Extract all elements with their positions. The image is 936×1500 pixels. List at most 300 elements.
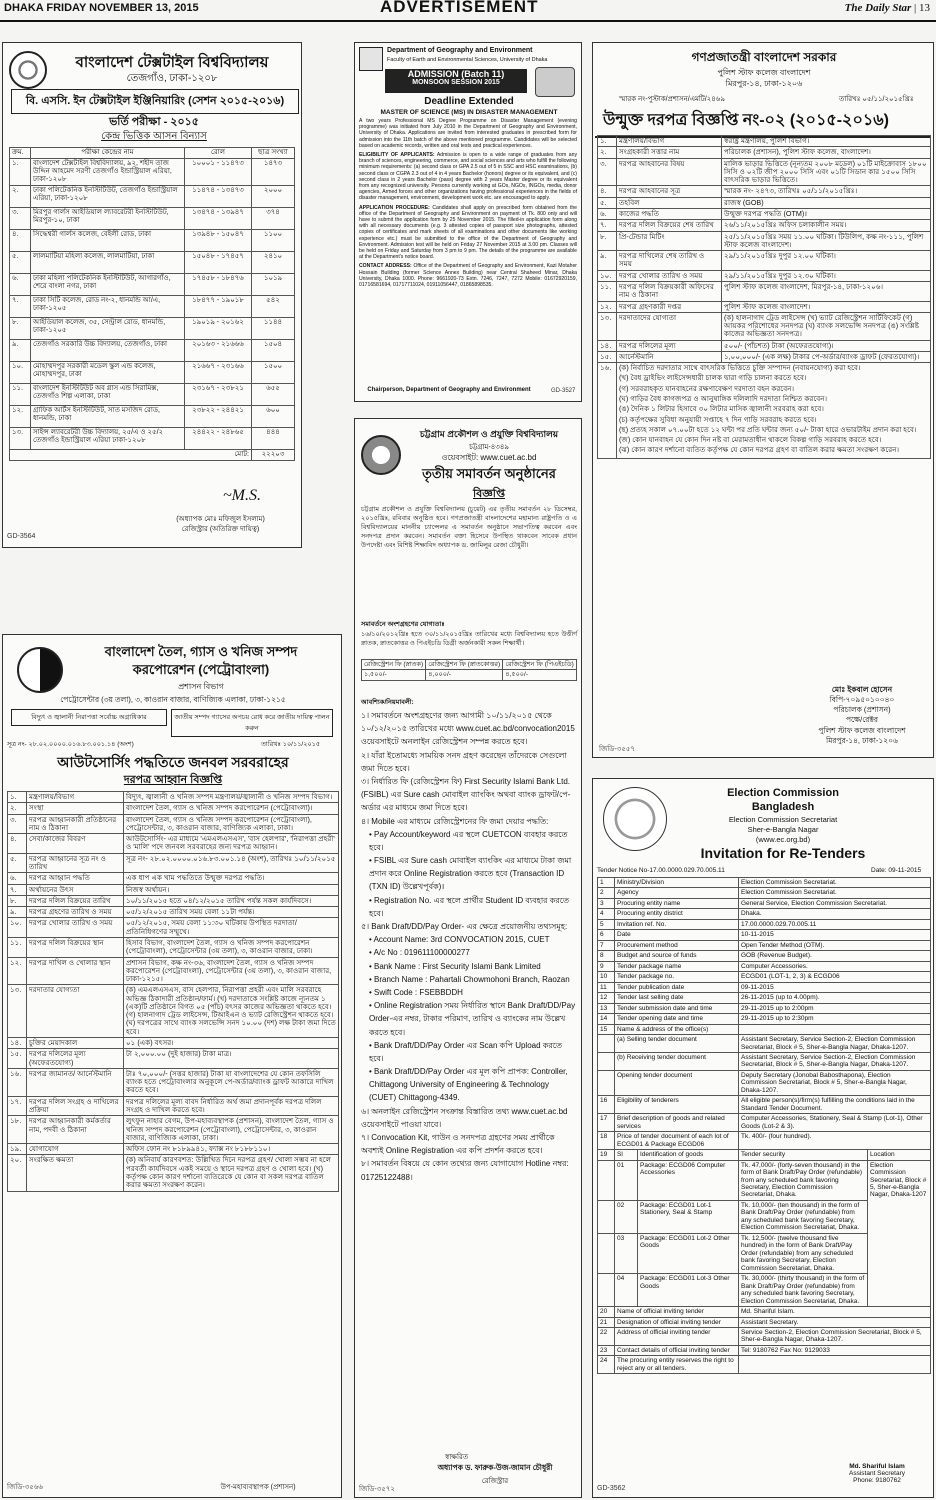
petro-signer: উপ-মহাব্যবস্থাপক (প্রশাসন) (220, 1484, 296, 1491)
table-row (598, 1024, 931, 1034)
petro-division: প্রশাসন বিভাগ (178, 682, 224, 691)
row-value: Election Commission Secretariat. (739, 878, 931, 888)
row-key: The procuring entity reserves the right to reject any or all tenders. (615, 1356, 739, 1374)
police-signer-id: বিপি-৭০৯৫০১০০৪০ (829, 695, 895, 705)
row-number: 20 (598, 1307, 615, 1317)
rule-item: • Bank Draft/DD/Pay Order এর মূল কপি প্রাপক: Controller, Chittagong University of Engineering & Technology (CUET) Chittagong-4349. (369, 1067, 568, 1103)
table-row (598, 898, 931, 908)
condition-item: (খ) বৈধ ড্রাইভিং লাইসেন্সধারী চালক দ্বারা গাড়ি চালনা করতে হবে। (619, 373, 807, 383)
row-key: Agency (615, 888, 739, 898)
row-sl: ১৩. (10, 428, 31, 450)
row-roll: ২৩১৬৭ - ২৩৮২১ (185, 384, 252, 406)
table-row (8, 884, 339, 895)
cuet-eligible-label: সমাবর্তনে অংশগ্রহণের যোগ্যতাঃ (361, 621, 445, 628)
page-number: 13 (919, 2, 930, 14)
row-value: Assistant Secretary, Service Section-2, Election Commission Secretariat, Block # 5, Sher-e-Bangla Nagar, Dhaka-1207. (739, 1052, 931, 1070)
row-value: ১,০০,০০০/- (এক লক্ষ) টাকার পে-অর্ডার/ব্যাংক ড্রাফট (ফেরতযোগ্য)। (722, 351, 931, 362)
row-key: Name of official inviting tender (615, 1307, 739, 1317)
row-key: দরদাতাদের যোগ্যতা (617, 312, 722, 340)
butex-title: বাংলাদেশ টেক্সটাইল বিশ্ববিদ্যালয় (75, 54, 269, 71)
row-number: ১৫. (8, 1049, 27, 1069)
cuet-web: ওয়েবসাইট: www.cuet.ac.bd (441, 453, 537, 462)
du-para-2 (359, 152, 577, 202)
lot-sl: 04 (615, 1274, 638, 1307)
du-eligibility-label: ELIGIBILITY OF APPLICANTS: (359, 152, 435, 159)
petro-addr: পেট্রোসেন্টার (৩য় তলা), ৩, কাওরান বাজার, বাণিজ্যিক এলাকা, ঢাকা-১২১৫ (60, 695, 286, 704)
row-value: অফিস ফোন নং ৮১৮৯৯৪১, ফ্যাক্স নং ৮১৮৮১১০। (124, 1144, 339, 1155)
butex-gd: GD-3564 (7, 533, 36, 540)
row-sl: ৮. (10, 318, 31, 340)
row-sl: ৫. (10, 252, 31, 274)
table-row (10, 406, 295, 428)
rule-item: • Swift Code : FSEBBDDH (369, 987, 463, 997)
row-number: 15 (598, 1024, 615, 1034)
row-roll: ১০০০১ - ১১৪৭৩ (185, 159, 252, 186)
row-number: ৭. (8, 884, 27, 895)
row-value: রাজস্ব (GOB) (722, 197, 931, 208)
table-row (10, 318, 295, 340)
row-number (598, 1070, 615, 1095)
row-key: দরপত্র গ্রহণকারী দপ্তর (617, 301, 722, 312)
row-value: স্মারক নং- ২৪৭৩, তারিখঃ ০৫/১১/২০১৫খ্রিঃ। (722, 186, 931, 197)
fee-head-2: রেজিস্ট্রেশন ফি (স্নাতকোত্তর) (426, 660, 503, 670)
ad-police (592, 42, 934, 758)
row-value: নিজস্ব অর্থায়ন। (124, 884, 339, 895)
table-row (598, 993, 931, 1003)
rule-item: ৩। নির্ধারিত ফি (রেজিস্ট্রেশন ফি) First Security Islami Bank Ltd. (FSIBL) এর Sure cash মোবাইল ব্যাংকিং অথবা ব্যাংক ড্রাফট/পে-অর্ডার এর মাধ্যমে জমা দিতে হবে। (361, 776, 571, 813)
row-value: হিসাব বিভাগ, বাংলাদেশ তৈল, গ্যাস ও খনিজ সম্পদ করপোরেশন (পেট্রোবাংলা), পেট্রোসেন্টার (৩য় তলা), ৩, কাওরান বাজার, ঢাকা। (124, 937, 339, 957)
lot-sl: 01 (615, 1160, 638, 1200)
table-row (598, 1070, 931, 1095)
row-key: দরপত্র দলিলের মূল্য (অফেরতযোগ্য) (27, 1049, 124, 1069)
row-sl: ১১. (10, 384, 31, 406)
ec-lot-head-sl: Sl (615, 1150, 638, 1160)
table-row (598, 930, 931, 940)
row-key: দরপত্র খোলার তারিখ ও সময় (617, 270, 722, 281)
row-key: Contact details of official inviting tender (615, 1345, 739, 1355)
rule-item: • Bank Draft/DD/Pay Order এর Scan কপি Upload করতে হবে। (369, 1040, 562, 1063)
cuet-event: তৃতীয় সমাবর্তন অনুষ্ঠানের (422, 466, 556, 481)
ad-du (354, 42, 582, 402)
table-row (10, 340, 295, 362)
row-number: 8 (598, 951, 615, 961)
page-header (0, 0, 936, 22)
cuet-logo (361, 435, 401, 475)
row-roll: ১৩৯৪৮ - ১৫০৪৭ (185, 230, 252, 252)
table-row (10, 428, 295, 450)
row-key: দরপত্র খোলার তারিখ ও সময় (27, 918, 124, 938)
table-row (8, 853, 339, 873)
row-number: ১৪. (598, 340, 617, 351)
table-row (598, 270, 931, 281)
du-procedure-label: APPLICATION PROCEDURE: (359, 204, 430, 211)
lot-spacer (598, 1160, 615, 1200)
police-signer-addr: মিরপুর-১৪, ঢাকা-১২০৬ (826, 735, 898, 745)
row-value (739, 1356, 931, 1374)
row-key: Tender package no. (615, 972, 739, 982)
row-key: তহবিল (617, 197, 722, 208)
row-center: বাংলাদেশ টেক্সটাইল বিশ্ববিদ্যালয়, ৯২, শহীদ তাজ উদ্দিন আহমেদ সরণী তেজগাঁও ইন্ডাস্ট্রিয়াল এরিয়া, ঢাকা-১২০৮ (31, 159, 185, 186)
row-value: Computer Accessories. (739, 961, 931, 971)
row-key: সংগ্রহকারী সত্তার নাম (617, 147, 722, 158)
row-number: ১. (8, 792, 27, 803)
ec-signer: Md. Shariful Islam (849, 1463, 905, 1470)
row-number: ৯. (8, 907, 27, 918)
row-value (739, 1024, 931, 1034)
row-value: মালিক ভাড়ার ভিত্তিতে (নূন্যতম ২০০৮ মডেল) ০১টি মাইক্রোবাস ১৮০০ সিসি ও ০২টি জীপ ২০০০ সিসি এবং ০১টি সিডান কার ১৫০০ সিসি বাৎসরিক ভাড়ার ভিত্তিতে। (722, 158, 931, 186)
row-key: Eligibility of tenderers (615, 1096, 739, 1114)
ad-petrobangla (2, 634, 342, 1498)
petro-memo: সূত্র নং- ২৮.০২.০০০০.০১৬.৮৩.০০১.১৪ (অংশ) (7, 741, 134, 748)
police-signer: মোঃ ইকবাল হোসেন (831, 685, 893, 694)
row-key: দরপত্র দাখিল ও খোলার স্থান (27, 957, 124, 985)
row-key: চুক্তির মেয়াদকাল (27, 1038, 124, 1049)
cuet-signed: স্বাক্ষরিত (445, 1454, 469, 1461)
row-number: 6 (598, 930, 615, 940)
row-value: 29-11-2015 up to 2:30pm (739, 1014, 931, 1024)
ec-notice: Tender Notice No-17.00.0000.029.70.005.11 (597, 867, 725, 874)
table-row (8, 1096, 339, 1116)
row-value: বাংলাদেশ তৈল, গ্যাস ও খনিজ সম্পদ করপোরেশন (পেট্রোবাংলা), পেট্রোসেন্টার, ৩, কাওরান বাজার, বাণিজ্যিক এলাকা, ঢাকা। (124, 814, 339, 834)
row-number: ২০. (8, 1155, 27, 1191)
ec-title: Invitation for Re-Tenders (700, 845, 866, 861)
table-row (598, 1114, 931, 1132)
row-center: ঢাকা মহিলা পলিটেকনিক ইনস্টিটিউট, আগারগাঁও, শেরে বাংলা নগর, ঢাকা (31, 274, 185, 296)
du-deadline: Deadline Extended (424, 96, 514, 107)
lot-location: Election Commission Secretariat, Block # 5, Sher-e-Bangla Nagar, Dhaka-1207 (868, 1160, 931, 1306)
row-number: 24 (598, 1356, 615, 1374)
row-value: পরিচালক (প্রশাসন), পুলিশ স্টাফ কলেজ, বাংলাদেশ। (722, 147, 931, 158)
row-number: 17 (598, 1114, 615, 1132)
condition-item: (ঘ) গাড়ির বৈধ কাগজপত্র ও আনুষাঙ্গিক দলিলাদি দরদাতা নিশ্চিত করবেন। (619, 394, 828, 404)
ad-election-commission (592, 778, 934, 1498)
police-cond-no: ১৬. (598, 363, 617, 459)
row-value: Computer Accessories, Stationery, Seal & Stamp (Lot-1), Other Goods (Lot-2 & 3). (739, 1114, 931, 1132)
rule-item: ৫। Bank Draft/DD/Pay Order- এর ক্ষেত্রে প্রয়োজনীয় তথ্যসমূহ: (361, 922, 568, 931)
row-value: ২৬/১১/২০১৫খ্রিঃ অফিস চলাকালীন সময়। (722, 220, 931, 231)
row-value: Assistant Secretary, Service Section-2, Election Commission Secretariat, Block # 5, Sher-e-Bangla Nagar, Dhaka-1207. (739, 1035, 931, 1053)
row-number: 18 (598, 1132, 615, 1150)
total-label: মোট: (10, 450, 252, 461)
lot-spacer (598, 1200, 615, 1233)
police-org: পুলিশ স্টাফ কলেজ বাংলাদেশ (717, 68, 811, 77)
row-number: 5 (598, 919, 615, 929)
police-signature (793, 685, 931, 746)
row-number: 21 (598, 1317, 615, 1327)
row-key: দরপত্র আহবানের বিষয় (617, 158, 722, 186)
row-number: ১২. (8, 957, 27, 985)
row-sl: ৭. (10, 296, 31, 318)
table-row (598, 312, 931, 340)
table-row (8, 937, 339, 957)
row-key: (b) Receiving tender document (615, 1052, 739, 1070)
table-row (8, 792, 339, 803)
row-number: ৫. (598, 197, 617, 208)
row-number (598, 1052, 615, 1070)
row-key: দরপত্র দলিল বিক্রয়ের তারিখ (27, 895, 124, 906)
row-sl: ১০. (10, 362, 31, 384)
row-center: ঢাকা সিটি কলেজ, রোড নং-২, ধানমন্ডি আ/এ, ঢাকা-১২০৫ (31, 296, 185, 318)
row-key: দরপত্র আহ্বানের সূত্র নং ও তারিখ (27, 853, 124, 873)
table-row (8, 1049, 339, 1069)
row-center: তেজগাঁও সরকারি উচ্চ বিদ্যালয়, তেজগাঁও, ঢাকা (31, 340, 185, 362)
row-number: 11 (598, 982, 615, 992)
row-number: 13 (598, 1003, 615, 1013)
row-key: দরপত্র গ্রহণের তারিখ ও সময় (27, 907, 124, 918)
row-count: ১০১৯ (252, 274, 295, 296)
table-row (10, 296, 295, 318)
petro-slogan-1: বিদ্যুৎ ও জ্বালানী নিরাপত্তা সর্বোচ্চ অগ্রাধিকার (11, 709, 167, 726)
row-number: 14 (598, 1014, 615, 1024)
row-key: Address of official inviting tender (615, 1327, 739, 1345)
police-signer-for: পক্ষে/রেক্টর (845, 715, 879, 725)
table-row (8, 1144, 339, 1155)
row-key: Date (615, 930, 739, 940)
row-count: ১৫০০ (252, 362, 295, 384)
row-key: Tender last selling date (615, 993, 739, 1003)
row-sl: ২. (10, 186, 31, 208)
col-roll: রোল (185, 148, 252, 159)
condition-item: (গ) সরবরাহকৃত যানবাহনের রক্ষণাবেক্ষণ দরদাতা বহন করবেন। (619, 383, 795, 393)
ec-table (597, 877, 931, 1374)
lot-sl: 02 (615, 1200, 638, 1233)
du-faculty: Faculty of Earth and Environmental Sciences, University of Dhaka (387, 57, 548, 63)
ec-signer-phone: Phone: 9180762 (853, 1477, 901, 1484)
du-para-3 (359, 205, 577, 261)
row-number: 2 (598, 888, 615, 898)
du-banner (385, 69, 527, 93)
row-center: মোহাম্মদপুর সরকারী মডেল স্কুল এন্ড কলেজ, মোহাম্মদপুর, ঢাকা (31, 362, 185, 384)
cuet-rules (361, 709, 577, 1184)
dateline: DHAKA FRIDAY NOVEMBER 13, 2015 (4, 2, 199, 14)
table-row (598, 1096, 931, 1114)
butex-logo (9, 51, 47, 89)
police-signer-org: পুলিশ স্টাফ কলেজ বাংলাদেশ (818, 725, 906, 735)
total-value: ২২২০৩ (252, 450, 295, 461)
ec-sec: Election Commission Secretariat (728, 815, 838, 824)
lot-id: Package: ECGD06 Computer Accessories (638, 1160, 739, 1200)
row-key: Name & address of the office(s) (615, 1024, 739, 1034)
butex-signer: (অধ্যাপক মোঃ মফিজুল ইসলাম) (176, 516, 265, 523)
du-footer: Chairperson, Department of Geography and Environment (367, 387, 531, 393)
row-sl: ১২. (10, 406, 31, 428)
cuet-notice: বিজ্ঞপ্তি (473, 488, 505, 500)
row-number: ১. (598, 136, 617, 147)
table-row (10, 362, 295, 384)
row-key: দরপত্র দলিল বিক্রয়কারী অফিসের নাম ও ঠিকানা (617, 281, 722, 301)
police-gov: গণপ্রজাতন্ত্রী বাংলাদেশ সরকার (691, 50, 837, 64)
row-number: ২. (598, 147, 617, 158)
rule-item: ৭। Convocation Kit, গাউন ও সনদপত্র গ্রহণের সময় প্রার্থীকে অবশ্যই Online Registration এর কপি প্রদর্শন করতে হবে। (361, 1133, 555, 1156)
condition-item: (ক) নির্বাচিত দরদাতার সাথে বাৎসরিক ভিত্তিতে চুক্তি সম্পাদন (নবায়নযোগ্য) করা হবে। (619, 363, 861, 373)
row-key: দরপত্র দাখিলের শেষ তারিখ ও সময় (617, 251, 722, 271)
table-row (10, 384, 295, 406)
table-row (598, 951, 931, 961)
butex-seat-table (9, 147, 295, 461)
row-value: (ক) হালনাগাদ ট্রেড লাইসেন্স (খ) ভ্যাট রেজিস্ট্রেশন সার্টিফিকেট (গ) আয়কর পরিশোধের সনদপত্র (ঘ) ব্যাংক সলভেন্সি সনদপত্র (ঙ) সংশ্লিষ্ট কাজের অভিজ্ঞতা সনদপত্র। (722, 312, 931, 340)
row-value: ০১ (এক) বৎসর। (124, 1038, 339, 1049)
paper-name: The Daily Star (844, 2, 912, 14)
du-body (359, 118, 577, 288)
table-row (8, 1068, 339, 1096)
row-count: ২০০০ (252, 186, 295, 208)
rule-item: ৮। সমাবর্তন বিষয়ে যে কোন তথ্যের জন্য যোগাযোগ Hotline নম্বর: 01725122488। (361, 1159, 569, 1182)
du-program: MASTER OF SCIENCE (MS) IN DISASTER MANAGEMENT (380, 109, 558, 116)
table-row (8, 918, 339, 938)
row-value: Tk. 400/- (four hundred). (739, 1132, 931, 1150)
row-key: Designation of official inviting tender (615, 1317, 739, 1327)
row-key: Procuring entity name (615, 898, 739, 908)
row-number: 12 (598, 993, 615, 1003)
ad-cuet (354, 418, 582, 1498)
table-row (598, 1014, 931, 1024)
row-key: দরপত্র আহ্বানকারী প্রতিষ্ঠানের নাম ও ঠিকানা (27, 814, 124, 834)
row-number: ১৬. (8, 1068, 27, 1096)
table-row (10, 230, 295, 252)
row-value: ২৯/১১/২০১৫খ্রিঃ দুপুর ১২.৩০ ঘটিকা। (722, 270, 931, 281)
rule-item: ৬। অনলাইন রেজিস্ট্রেশন সংক্রান্ত বিস্তারিত তথ্য www.cuet.ac.bd ওয়েবসাইটে পাওয়া যাবে। (361, 1106, 568, 1129)
row-key: মন্ত্রণালয়/বিভাগ (27, 792, 124, 803)
lot-row (598, 1160, 931, 1200)
lot-spacer (598, 1233, 615, 1273)
row-key: সংরক্ষিত ক্ষমতা (27, 1155, 124, 1191)
row-value: Tel: 9180762 Fax No: 9129033 (739, 1345, 931, 1355)
row-center: মিরপুর গার্লস আইডিয়াল ল্যাবরেটরী ইনস্টিটিউট, মিরপুর-১০, ঢাকা (31, 208, 185, 230)
row-center: সিদ্ধেশ্বরী গার্লস কলেজ, বেইলী রোড, ঢাকা (31, 230, 185, 252)
du-para-4 (359, 263, 577, 288)
row-value: Open Tender Method (OTM). (739, 940, 931, 950)
row-number: ৬. (8, 873, 27, 884)
row-roll: ১৯০১৯ - ২০১৬২ (185, 318, 252, 340)
condition-item: (ঝ) কোন কারণ দর্শানো ব্যতিত কর্তৃপক্ষ যে কোন দরপত্র গ্রহণ বা বাতিল করার ক্ষমতা সংরক্ষণ করেন। (619, 445, 900, 455)
petro-logo (17, 647, 63, 693)
row-key: Procurement method (615, 940, 739, 950)
row-roll: ১৭৪৫৮ - ১৮৪৭৬ (185, 274, 252, 296)
row-value: Md. Shariful Islam. (739, 1307, 931, 1317)
row-value: GOB (Revenue Budget). (739, 951, 931, 961)
ec-country: Bangladesh (751, 801, 815, 813)
table-row (598, 909, 931, 919)
rule-item: • Bank Name : First Security Islami Bank Limited (369, 961, 541, 971)
table-row (598, 220, 931, 231)
table-row (10, 159, 295, 186)
row-value: ১০/১১/২০১৫ হতে ০৪/১২/২০১৫ তারিখ পর্যন্ত সকল কার্যদিবসে। (124, 895, 339, 906)
table-row (8, 834, 339, 854)
row-number: 9 (598, 961, 615, 971)
row-key: দরপত্র আহ্বানকারী কর্মকর্তার নাম, পদবী ও ঠিকানা (27, 1116, 124, 1144)
row-value: Deputy Secretary (Jonobal Babosthapona), Election Commission Secretariat, Block # 5, Sher-e-Bangla Nagar, Dhaka-1207. (739, 1070, 931, 1095)
petro-title-1: বাংলাদেশ তৈল, গ্যাস ও খনিজ সম্পদ (104, 644, 298, 659)
table-row (10, 186, 295, 208)
row-value: (ক) অনিবার্য কারণবশত: উল্লিখিত দিনে দরপত্র গ্রহণ/ খোলা সম্ভব না হলে পরবর্তী কার্যদিবসে একই সময়ে ও স্থানে দরপত্র গ্রহণ ও খোলা হবে। (খ) কর্তৃপক্ষ কোন কারণ দর্শানো ব্যতিরেকে যে কোন বা সকল দরপত্র বাতিল করার ক্ষমতা সংরক্ষণ করেন। (124, 1155, 339, 1191)
petro-title-2: করপোরেশন (পেট্রোবাংলা) (132, 662, 270, 677)
row-count: ২৪১০ (252, 252, 295, 274)
table-row (598, 1052, 931, 1070)
row-key: সেবা/কাজের বিবরণ (27, 834, 124, 854)
row-number: ১৯. (8, 1144, 27, 1155)
row-value: 17.00.0000.029.70.005.11 (739, 919, 931, 929)
du-para-1: A two years Professional MS Degree Programme on Disaster Management (evening programme) was initiated from July 2010 in the Department of Geography and Environment, University of Dhaka. Applications are invited from interested graduates in prescribed form for admission into the 11th batch of the above mentioned programme. Candidates will be selected based on academic records, written and oral tests and practical experiences. (359, 118, 577, 149)
row-key: দরপত্র আহবানের সূত্র (617, 186, 722, 197)
table-row (598, 919, 931, 929)
lot-sl: 03 (615, 1233, 638, 1273)
lot-id: Package: ECGD01 Lot-2 Other Goods (638, 1233, 739, 1273)
police-conditions (617, 363, 931, 459)
fee-head-1: রেজিস্ট্রেশন ফি (স্নাতক) (362, 660, 426, 670)
row-sl: ৪. (10, 230, 31, 252)
du-contact: Office of the Department of Geography and Environment, Kazi Motaher Hossain Building (former Science Annex Building) near Central Shaheed Minar, Dhaka University, Dhaka 1000. Phone: 9661920-73 Extn. 7246, 7247, 7272 Mobile: 01672920159, 01716581694, 01717711024, 01911056447, 01865898535. (359, 263, 577, 289)
ec-gd: GD-3562 (597, 1485, 626, 1492)
row-value: এক ধাপ এক খাম পদ্ধতিতে উন্মুক্ত দরপত্র পদ্ধতি। (124, 873, 339, 884)
condition-item: (ঙ) দৈনিক ১ লিটার হিসাবে ৩০ লিটার মাসিক জ্বালানী সরবরাহ করা হবে। (619, 404, 824, 414)
table-row (598, 340, 931, 351)
row-roll: ১৮৪৭৭ - ১৯০১৮ (185, 296, 252, 318)
row-number: ১৮. (8, 1116, 27, 1144)
row-number: 16 (598, 1096, 615, 1114)
petro-subtitle: দরপত্র আহ্বান বিজ্ঞপ্তি (123, 774, 223, 786)
table-row (598, 878, 931, 888)
cuet-fee-table (361, 659, 577, 681)
table-row (598, 1356, 931, 1374)
ec-lot-head-id: Identification of goods (638, 1150, 739, 1160)
row-key: দরপত্র দলিল বিক্রয়ের স্থান (27, 937, 124, 957)
row-key: Budget and source of funds (615, 951, 739, 961)
row-number: 3 (598, 898, 615, 908)
row-value: ECGD01 (LOT-1, 2, 3) & ECGD06 (739, 972, 931, 982)
row-value: লুৎফুন নাহার বেগম, উপ-মহাব্যবস্থাপক (প্রশাসন), বাংলাদেশ তৈল, গ্যাস ও খনিজ সম্পদ করপোরেশন (পেট্রোবাংলা), পেট্রোসেন্টার, ৩, কাওরান বাজার, বাণিজ্যিক এলাকা, ঢাকা। (124, 1116, 339, 1144)
row-center: ঢাকা পলিটেকনিক ইনস্টিটিউট, তেজগাঁও ইন্ডাস্ট্রিয়াল এরিয়া, ঢাকা-১২০৮ (31, 186, 185, 208)
condition-item: (জ) কোন যানবাহন যে কোন দিন নষ্ট বা মেরামতাধীন থাকলে বিকল্প গাড়ি সরবরাহ করতে হবে। (619, 435, 882, 445)
row-number: ৮. (598, 231, 617, 251)
row-key: Tender submission date and time (615, 1003, 739, 1013)
row-number: 1 (598, 878, 615, 888)
ec-lot-head-sec: Tender security (739, 1150, 868, 1160)
du-contact-label: CONTACT ADDRESS: (359, 263, 412, 270)
row-number: ১১. (598, 281, 617, 301)
row-value: স্বরাষ্ট্র মন্ত্রণালয়, পুলিশ বিভাগ। (722, 136, 931, 147)
row-number: ১৩. (8, 985, 27, 1038)
table-row (8, 873, 339, 884)
fee-1: ১,৫০০/- (362, 670, 426, 680)
ec-signer-role: Assistant Secretary (849, 1470, 905, 1477)
table-row (598, 147, 931, 158)
row-value: ২৯/১১/২০১৫খ্রিঃ দুপুর ১২.০০ ঘটিকা। (722, 251, 931, 271)
row-center: সাইন্স ল্যাবরেটরী উচ্চ বিদ্যালয়, ২৫/এ ও ২৫/২ তেজগাঁও ইন্ডাস্ট্রিয়াল এরিয়া ঢাকা-১২০৮ (31, 428, 185, 450)
table-row (8, 985, 339, 1038)
table-row (10, 252, 295, 274)
ad-butex (2, 42, 302, 548)
fee-head-3: রেজিস্ট্রেশন ফি (পিএইচডি) (503, 660, 577, 670)
row-key: Brief description of goods and related services (615, 1114, 739, 1132)
table-row (598, 1003, 931, 1013)
row-number: ১৭. (8, 1096, 27, 1116)
row-number: ৩. (598, 158, 617, 186)
row-key: দরদাতার যোগ্যতা (27, 985, 124, 1038)
row-number: ১০. (8, 918, 27, 938)
lot-security: Tk. 12,500/- (twelve thousand five hundred) in the form of Bank Draft/Pay Order (refundable) from any scheduled bank favoring Secretary, Election Commission Secretariat, Dhaka. (739, 1233, 868, 1273)
cuet-title: চট্টগ্রাম প্রকৌশল ও প্রযুক্তি বিশ্ববিদ্যালয় (419, 429, 559, 439)
col-center: পরীক্ষা কেন্দ্রের নাম (31, 148, 185, 159)
rule-item: • Online Registration সময় নির্ধারিত স্থানে Bank Draft/DD/Pay Order-এর নম্বর, টাকার পরিমাণ, তারিখ ও ব্যাংকের নাম উল্লেখ করতে হবে। (369, 1001, 576, 1037)
row-key: দরপত্র দলিল সংগ্রহ ও দাখিলের প্রক্রিয়া (27, 1096, 124, 1116)
row-key: দরপত্র দলিলের মূল্য (617, 340, 722, 351)
table-row (598, 186, 931, 197)
lot-spacer (598, 1274, 615, 1307)
rule-item: • Branch Name : Pahartali Chowmohoni Branch, Raozan (369, 974, 570, 984)
ec-org: Election Commission (727, 787, 839, 799)
row-value: দরপত্র দলিলের মূল্য বাবদ নির্ধারিত অর্থ জমা প্রদানপূর্বক দরপত্র দলিল সংগ্রহ ও দাখিল করতে হবে। (124, 1096, 339, 1116)
section-title: ADVERTISEMENT (380, 0, 539, 16)
